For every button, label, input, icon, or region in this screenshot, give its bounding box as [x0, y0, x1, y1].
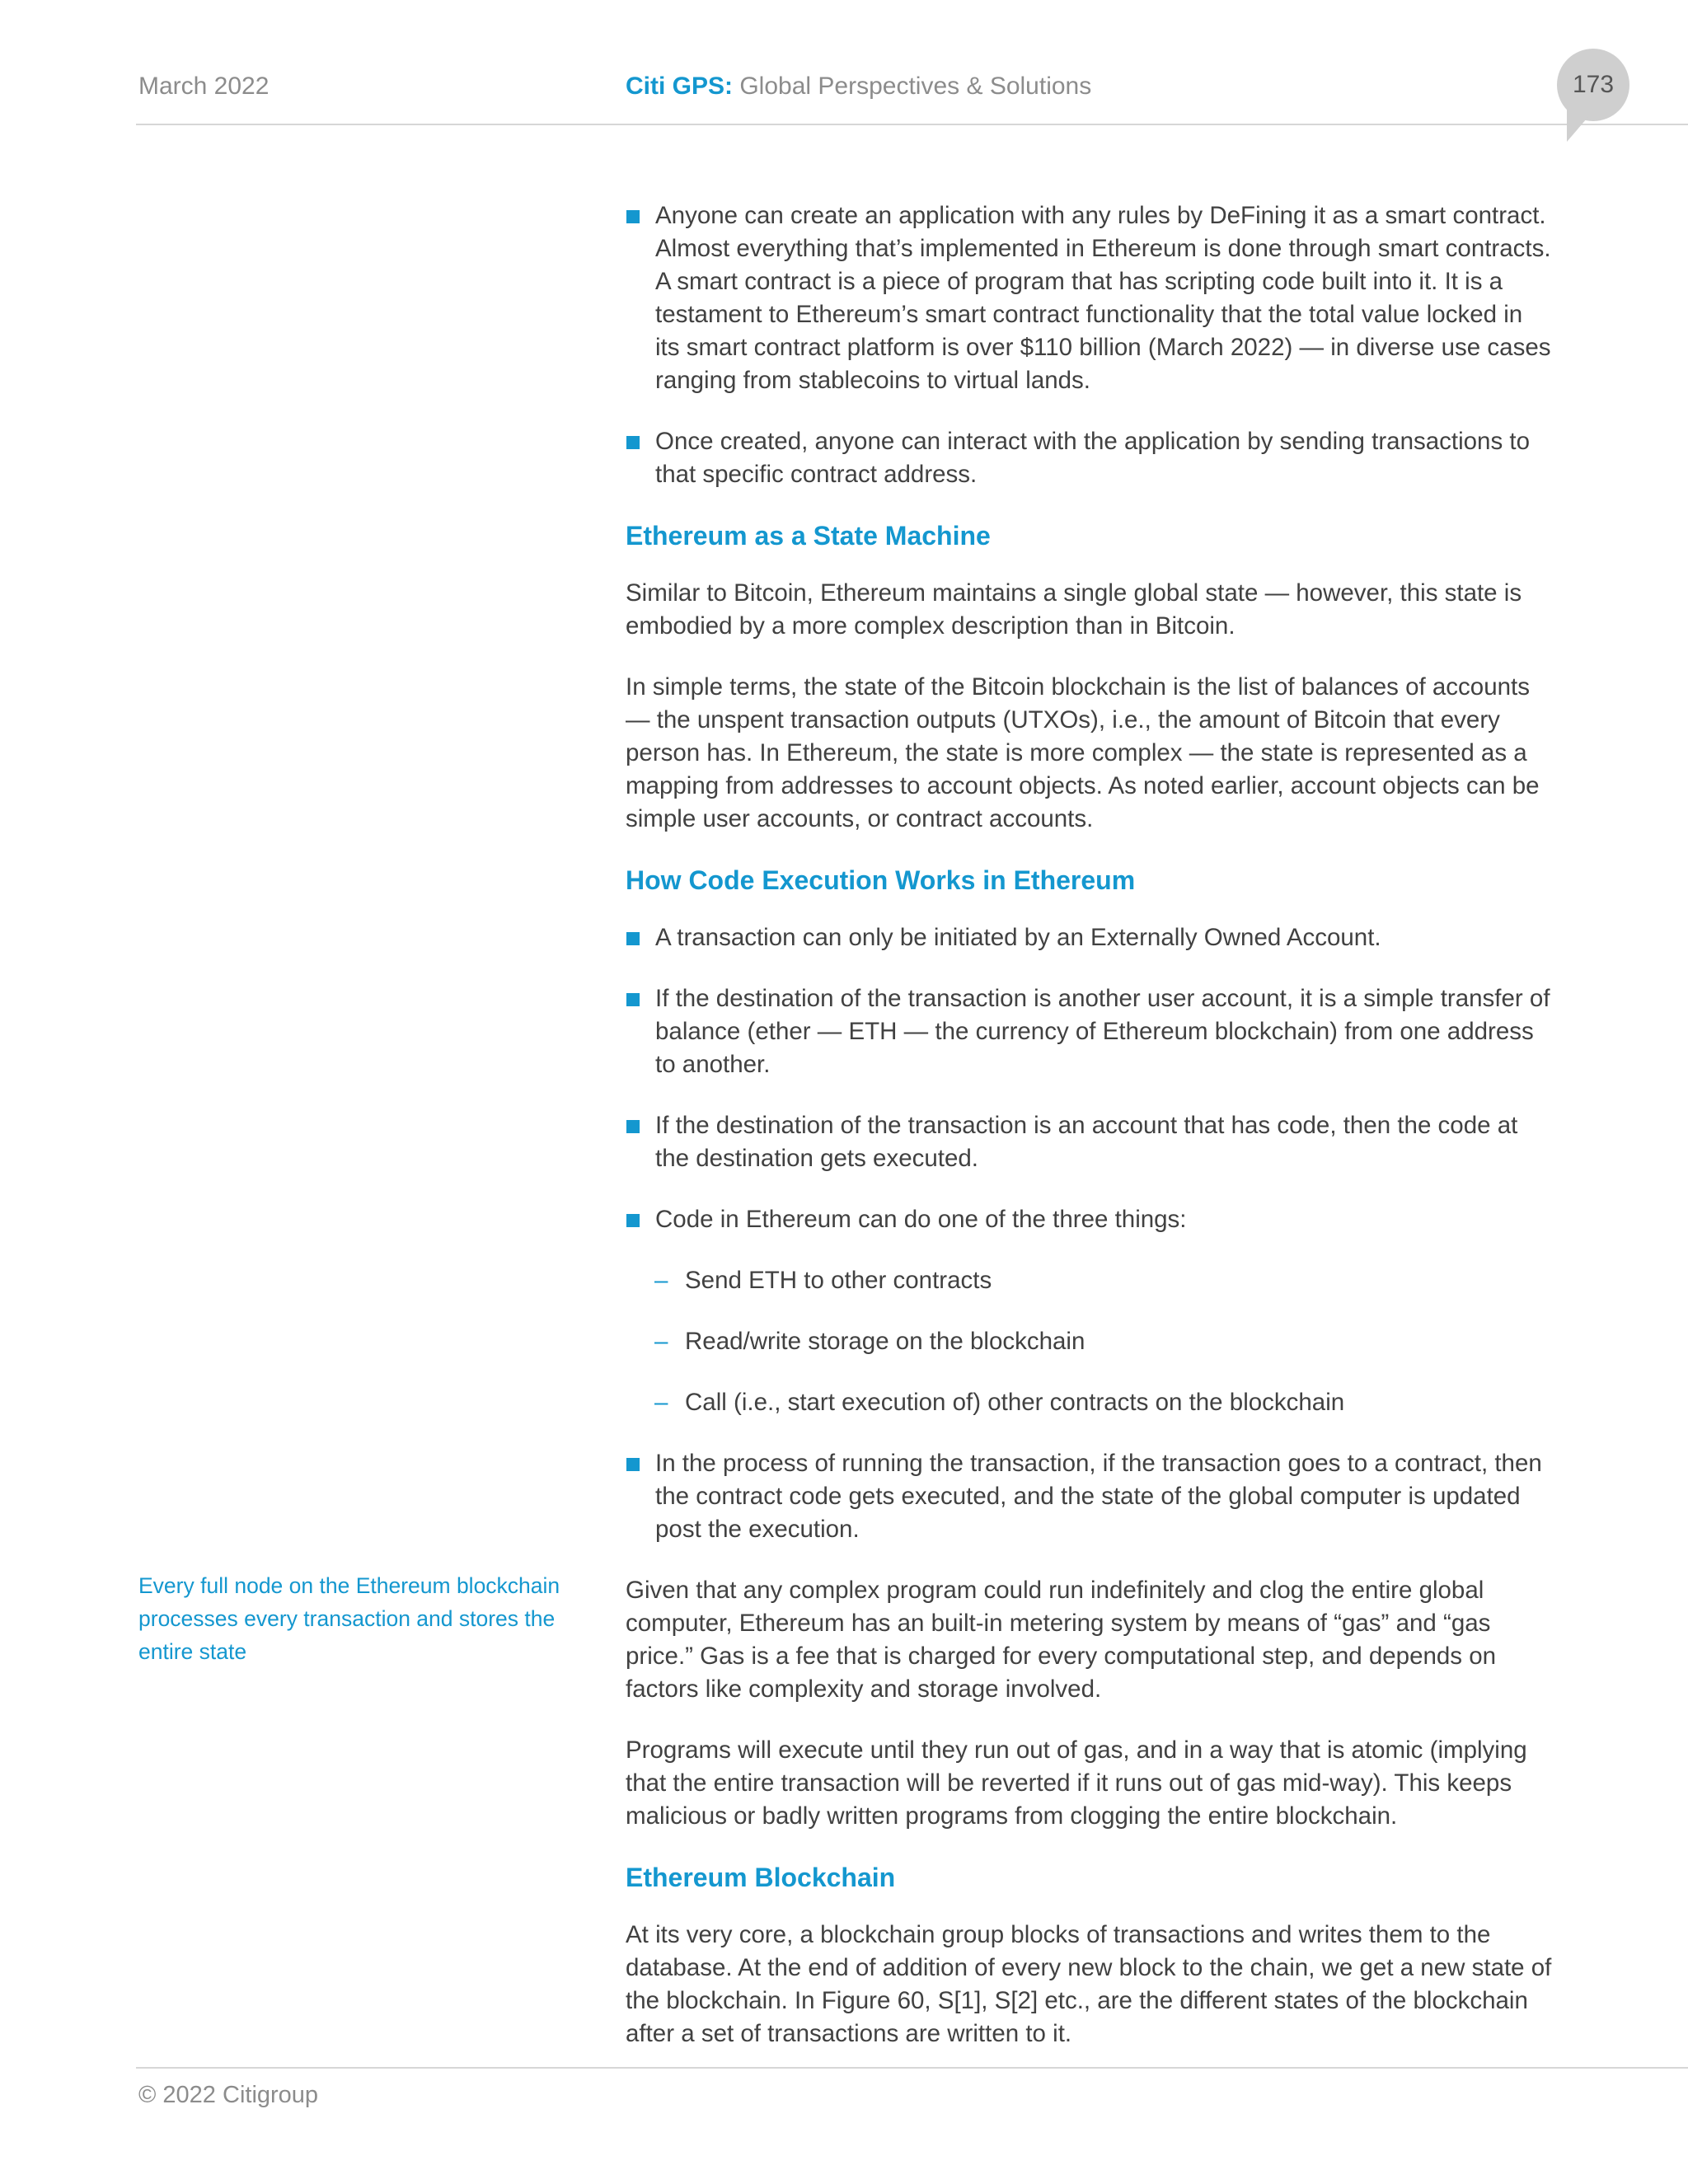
- sub-list-item-text: Send ETH to other contracts: [685, 1267, 992, 1294]
- square-bullet-icon: [626, 210, 640, 223]
- list-item: [626, 1447, 1552, 1546]
- list-item: [626, 199, 1552, 397]
- brand-name: Citi GPS:: [626, 73, 734, 100]
- margin-note: Every full node on the Ethereum blockchain processes every transaction and stores the entire state: [138, 1573, 560, 1664]
- header-date: March 2022: [138, 73, 270, 100]
- list-item: [626, 425, 1552, 491]
- paragraph: In simple terms, the state of the Bitcoin blockchain is the list of balances of accounts — the unspent transaction outputs (UTXOs), i.e., the amount of Bitcoin that every person has. In Ethereum, the state is more complex — the state is represented as a mapping from addresses to account objects. As noted earlier, account objects can be simple user accounts, or contract accounts.: [626, 673, 1540, 832]
- list-item-text: If the destination of the transaction is another user account, it is a simple transfer of balance (ether — ETH — the currency of Ethereum blockchain) from one address to another.: [655, 985, 1550, 1078]
- paragraph: Programs will execute until they run out of gas, and in a way that is atomic (implying that the entire transaction will be reverted if it runs out of gas mid-way). This keeps malicious or badly written programs from clogging the entire blockchain.: [626, 1736, 1527, 1830]
- dash-icon: –: [654, 1267, 668, 1294]
- header-title: [626, 73, 1091, 101]
- sub-list-item-text: Read/write storage on the blockchain: [685, 1328, 1085, 1355]
- paragraph: Similar to Bitcoin, Ethereum maintains a single global state — however, this state is embodied by a more complex description than in Bitcoin.: [626, 579, 1522, 640]
- sub-list-item: [626, 1325, 1552, 1358]
- list-item-text: In the process of running the transaction, if the transaction goes to a contract, then the contract code gets executed, and the state of the global computer is updated post the execution.: [655, 1450, 1542, 1543]
- list-item-text: If the destination of the transaction is an account that has code, then the code at the destination gets executed.: [655, 1112, 1518, 1172]
- section-heading: How Code Execution Works in Ethereum: [626, 865, 1136, 895]
- square-bullet-icon: [626, 1214, 640, 1227]
- list-item-text: Anyone can create an application with any rules by DeFining it as a smart contract. Almost everything that’s implemented in Ethereum is done through smart contracts. A smart contract is a piece of program that has scripting code built into it. It is a testament to Ethereum’s smart contract functionality that the total value locked in its smart contract platform is over $110 billion (March 2022) — in diverse use cases ranging from stablecoins to virtual lands.: [655, 202, 1551, 394]
- square-bullet-icon: [626, 993, 640, 1006]
- list-item-text: Code in Ethereum can do one of the three things:: [655, 1206, 1187, 1233]
- list-item-text: A transaction can only be initiated by an Externally Owned Account.: [655, 924, 1381, 951]
- paragraph: At its very core, a blockchain group blocks of transactions and writes them to the database. At the end of addition of every new block to the chain, we get a new state of the blockchain. In Figure 60, S[1], S[2] etc., are the different states of the blockchain after a set of transactions are written to it.: [626, 1921, 1552, 2047]
- footer-copyright: © 2022 Citigroup: [138, 2082, 319, 2108]
- brand-tagline: Global Perspectives & Solutions: [733, 73, 1092, 100]
- section-heading: Ethereum as a State Machine: [626, 521, 991, 551]
- square-bullet-icon: [626, 436, 640, 449]
- header-divider: [136, 124, 1688, 125]
- square-bullet-icon: [626, 1120, 640, 1133]
- section-heading: Ethereum Blockchain: [626, 1863, 896, 1892]
- dash-icon: –: [654, 1328, 668, 1355]
- list-item-text: Once created, anyone can interact with the application by sending transactions to that specific contract address.: [655, 428, 1531, 488]
- list-item: [626, 1109, 1552, 1175]
- list-item: [626, 921, 1552, 954]
- sub-list-item: [626, 1264, 1552, 1297]
- dash-icon: –: [654, 1389, 668, 1416]
- main-content: [626, 199, 1552, 2079]
- square-bullet-icon: [626, 1458, 640, 1471]
- list-item: [626, 982, 1552, 1081]
- footer-divider: [136, 2067, 1688, 2069]
- page-number: 173: [1572, 71, 1615, 98]
- list-item: [626, 1203, 1552, 1236]
- square-bullet-icon: [626, 932, 640, 945]
- sub-list-item-text: Call (i.e., start execution of) other contracts on the blockchain: [685, 1389, 1345, 1416]
- paragraph: Given that any complex program could run indefinitely and clog the entire global computer, Ethereum has an built-in metering system by means of “gas” and “gas price.” Gas is a fee that is charged for every computational step, and depends on factors like complexity and storage involved.: [626, 1577, 1497, 1703]
- sub-list-item: [626, 1386, 1552, 1419]
